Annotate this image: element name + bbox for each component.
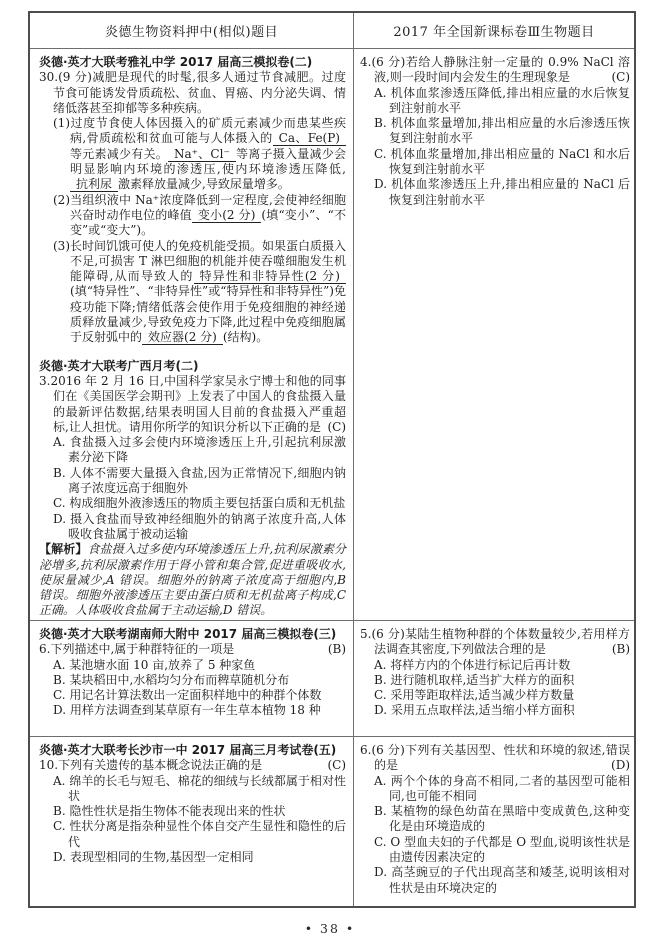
answer-key: (B) xyxy=(327,642,346,657)
page-number: • 38 • xyxy=(304,921,356,936)
option-item: D. 采用五点取样法,适当缩小样方面积 xyxy=(374,703,575,718)
option-item: D. 摄入食盐而导致神经细胞外的钠离子浓度升高,人体吸收食盐属于被动运输 xyxy=(53,511,346,541)
question-text: 4.(6 分)若给人静脉注射一定量的 0.9% NaCl 溶液,则一段时间内会发生的生理现象是 (C) xyxy=(360,55,630,85)
answer-key: (C) xyxy=(611,70,630,85)
option-item: B. 某块稻田中,水稻均匀分布而稗草随机分布 xyxy=(53,672,290,687)
question-subitem: (1)过度节食使人体因摄入的矿质元素减少而患某些疾病,骨质疏松和贫血可能与人体摄入的 Ca、Fe(P)等元素减少有关。 Na⁺、Cl⁻ 等离子摄入量减少会明显影响内环境的渗透压,使内环境渗透压降低,抗利尿 激素释放量减少,导致尿量增多。 xyxy=(53,116,346,192)
answer-key: (D) xyxy=(611,758,630,773)
answer-key: (C) xyxy=(327,758,346,773)
option-item: D. 机体血浆渗透压上升,排出相应量的 NaCl 后恢复到注射前水平 xyxy=(374,177,630,207)
option-item: B. 隐性性状是指生物体不能表现出来的性状 xyxy=(53,804,286,819)
option-item: B. 进行随机取样,适当扩大样方的面积 xyxy=(374,672,575,687)
question-block xyxy=(39,55,346,346)
question-subitem: (2)当组织液中 Na⁺浓度降低到一定程度,会使神经细胞兴奋时动作电位的峰值 变小(2 分) (填“变小”、“不变”或“变大”)。 xyxy=(53,192,346,238)
question-block xyxy=(360,743,630,896)
cell-row1-right xyxy=(354,49,634,620)
option-item: A. 食盐摄入过多会使内环境渗透压上升,引起抗利尿激素分泌下降 xyxy=(53,435,346,465)
question-block xyxy=(39,359,346,619)
question-text: 3.2016 年 2 月 16 日,中国科学家吴永宁博士和他的同事们在《美国医学会期刊》上发表了中国人的食盐摄入量的最新评估数据,结果表明国人目前的食盐摄入严重超标,让人担忧。请用你所学的知识分析以下正确的是 (C) xyxy=(39,373,346,434)
option-item: C. 机体血浆量增加,排出相应量的 NaCl 和水后恢复到注射前水平 xyxy=(374,146,630,177)
question-subitem: (3)长时间饥饿可使人的免疫机能受损。如果蛋白质摄入不足,可损害 T 淋巴细胞的机能并使吞噬细胞发生机能障碍,从而导致人的 特异性和非特异性(2 分)(填“特异性”、“非特异性”或“特异性和非特异性”)免疫功能下降;情绪低落会使作用于免疫细胞的神经递质释放量减少,导致免疫力下降,此过程中免疫细胞属于反射弧中的 效应器(2 分) (结构)。 xyxy=(53,238,347,345)
option-item: D. 用样方法调查到某草原有一年生草本植物 18 种 xyxy=(53,703,321,718)
cell-row1-left xyxy=(30,49,354,620)
question-block xyxy=(39,627,346,719)
table-header-row xyxy=(30,13,634,48)
option-item: A. 机体血浆渗透压降低,排出相应量的水后恢复到注射前水平 xyxy=(374,85,630,115)
option-item: D. 高茎豌豆的子代出现高茎和矮茎,说明该相对性状是由环境决定的 xyxy=(374,865,630,895)
table-row-1 xyxy=(30,48,634,620)
answer-blank: Ca、Fe(P) xyxy=(273,131,346,146)
answer-blank: 变小(2 分) xyxy=(192,208,262,223)
answer-blank: Na⁺、Cl⁻ xyxy=(168,147,236,162)
option-item: A. 绵羊的长毛与短毛、棉花的细绒与长绒都属于相对性状 xyxy=(53,773,346,803)
cell-row3-left xyxy=(30,737,354,906)
question-text: 6.下列描述中,属于种群特征的一项是 (B) xyxy=(39,642,346,657)
cell-row2-left xyxy=(30,621,354,736)
question-text: 10.下列有关遗传的基本概念说法正确的是 (C) xyxy=(39,758,346,773)
cell-row2-right xyxy=(354,621,634,736)
option-item: C. 构成细胞外液渗透压的物质主要包括蛋白质和无机盐 xyxy=(53,496,346,511)
option-item: B. 人体不需要大量摄入食盐,因为正常情况下,细胞内钠离子浓度远高于细胞外 xyxy=(53,465,346,496)
source-title: 炎德·英才大联考广西月考(二) xyxy=(39,358,199,373)
question-text: 5.(6 分)某陆生植物种群的个体数量较少,若用样方法调查其密度,下列做法合理的是 (B) xyxy=(360,627,630,657)
answer-blank: 抗利尿 xyxy=(70,177,118,192)
table-row-2 xyxy=(30,620,634,736)
option-item: D. 表现型相同的生物,基因型一定相同 xyxy=(53,850,254,865)
option-item: A. 将样方内的个体进行标记后再计数 xyxy=(374,657,571,672)
option-item: A. 某池塘水面 10 亩,放养了 5 种家鱼 xyxy=(53,657,256,672)
option-item: B. 机体血浆量增加,排出相应量的水后渗透压恢复到注射前水平 xyxy=(374,116,630,146)
question-block xyxy=(360,627,630,719)
answer-key: (C) xyxy=(327,419,346,434)
option-item: C. 采用等距取样法,适当减少样方数量 xyxy=(374,688,575,703)
question-text: 6.(6 分)下列有关基因型、性状和环境的叙述,错误的是 (D) xyxy=(360,743,630,773)
option-item: C. O 型血夫妇的子代都是 O 型血,说明该性状是由遗传因素决定的 xyxy=(374,834,630,865)
comparison-table xyxy=(28,11,636,908)
option-item: C. 用记名计算法数出一定面积样地中的种群个体数 xyxy=(53,688,322,703)
option-item: A. 两个个体的身高不相同,二者的基因型可能相同,也可能不相同 xyxy=(374,773,630,803)
analysis-label: 【解析】 xyxy=(39,542,88,557)
source-title: 炎德·英才大联考湖南师大附中 2017 届高三模拟卷(三) xyxy=(39,627,337,641)
question-block xyxy=(360,55,630,208)
option-item: C. 性状分离是指杂种显性个体自交产生显性和隐性的后代 xyxy=(53,819,346,849)
header-cell-left: 炎德生物资料押中(相似)题目 xyxy=(30,13,354,48)
answer-blank: 效应器(2 分) xyxy=(142,330,223,345)
header-cell-right: 2017 年全国新课标卷Ⅲ生物题目 xyxy=(393,25,595,40)
cell-row3-right xyxy=(354,737,634,906)
analysis-text: 【解析】食盐摄入过多使内环境渗透压上升,抗利尿激素分泌增多,抗利尿激素作用于肾小管和集合管,促进重吸收水,使尿量减少,A 错误。细胞外的钠离子浓度高于细胞内,B 错误。细胞外液渗透压主要由蛋白质和无机盐离子构成,C 正确。人体吸收食盐属于主动运输,D 错误。 xyxy=(39,542,346,618)
answer-key: (B) xyxy=(611,642,630,657)
question-text: 30.(9 分)减肥是现代的时髦,很多人通过节食减肥。过度节食可能诱发骨质疏松、贫血、胃癌、内分泌失调、情绪低落甚至抑郁等多种疾病。 xyxy=(39,70,346,115)
table-row-3 xyxy=(30,736,634,906)
source-title: 炎德·英才大联考雅礼中学 2017 届高三模拟卷(二) xyxy=(39,55,313,69)
answer-blank: 特异性和非特异性(2 分) xyxy=(194,269,347,284)
option-item: B. 某植物的绿色幼苗在黑暗中变成黄色,这种变化是由环境造成的 xyxy=(374,804,630,834)
question-block xyxy=(39,743,346,865)
source-title: 炎德·英才大联考长沙市一中 2017 届高三月考试卷(五) xyxy=(39,743,337,757)
